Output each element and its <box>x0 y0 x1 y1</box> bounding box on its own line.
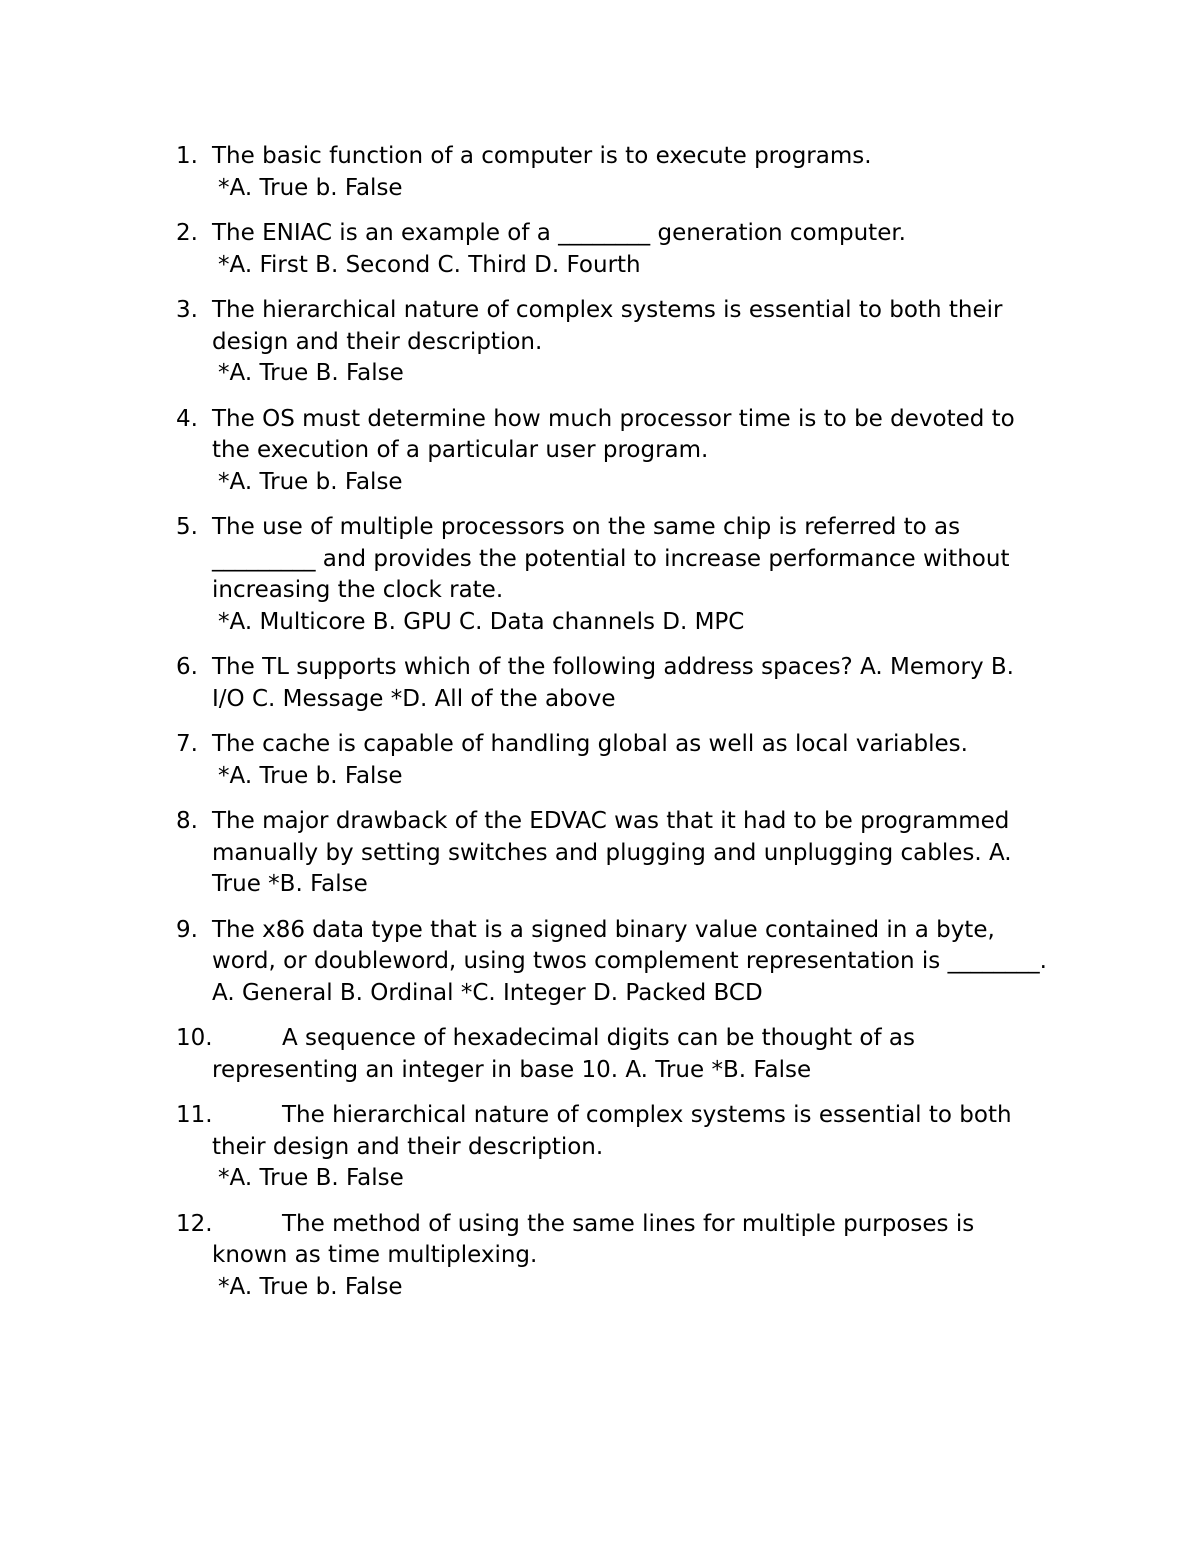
question-item <box>0 295 1200 390</box>
question-number: 1. <box>176 143 198 169</box>
question-text: The TL supports which of the following address spaces? A. Memory B. I/O C. Message *D. All of the above <box>212 654 1014 712</box>
question-text: The cache is capable of handling global as well as local variables. <box>212 731 968 757</box>
question-item <box>0 729 1200 792</box>
question-item <box>0 1100 1200 1195</box>
answer-options: *A. True b. False <box>218 468 403 495</box>
question-item <box>0 1209 1200 1304</box>
question-text: The x86 data type that is a signed binary value contained in a byte, word, or doubleword, using twos complement representation is ________. A. General B. Ordinal *C. Integer D. Packed BCD <box>212 916 1047 1006</box>
answer-options: *A. True B. False <box>218 360 404 386</box>
question-number: 12. <box>176 1210 213 1237</box>
question-item <box>0 915 1200 1010</box>
answer-options: *A. True b. False <box>218 1273 403 1300</box>
question-text: The OS must determine how much processor time is to be devoted to the execution of a particular user program. <box>212 405 1015 463</box>
question-text: The method of using the same lines for multiple purposes is known as time multiplexing. <box>212 1210 975 1268</box>
question-number: 6. <box>176 654 198 680</box>
question-number: 4. <box>176 405 198 432</box>
question-list <box>0 141 1200 1317</box>
question-item <box>0 806 1200 901</box>
question-text: The basic function of a computer is to execute programs. <box>212 143 872 169</box>
question-number: 9. <box>176 916 198 943</box>
question-number: 5. <box>176 514 198 540</box>
question-text: The hierarchical nature of complex systems is essential to both their design and their description. <box>212 1102 1012 1160</box>
question-text: The use of multiple processors on the same chip is referred to as _________ and provides the potential to increase performance without increasing the clock rate. <box>212 514 1010 603</box>
answer-options: *A. True b. False <box>218 174 403 201</box>
question-number: 3. <box>176 297 198 323</box>
question-number: 10. <box>176 1025 213 1051</box>
question-number: 2. <box>176 220 198 246</box>
question-item <box>0 652 1200 715</box>
answer-options: *A. First B. Second C. Third D. Fourth <box>218 251 641 278</box>
question-text: The hierarchical nature of complex systems is essential to both their design and their description. <box>212 297 1003 355</box>
question-item <box>0 1023 1200 1086</box>
question-text: The major drawback of the EDVAC was that it had to be programmed manually by setting switches and plugging and unplugging cables. A. True *B. False <box>212 808 1012 897</box>
question-item <box>0 141 1200 204</box>
question-number: 8. <box>176 808 198 834</box>
question-text: The ENIAC is an example of a ________ generation computer. <box>212 220 906 246</box>
question-item <box>0 404 1200 499</box>
answer-options: *A. True B. False <box>218 1165 404 1191</box>
answer-options: *A. True b. False <box>218 762 403 789</box>
question-item <box>0 512 1200 638</box>
question-item <box>0 218 1200 281</box>
question-number: 7. <box>176 731 198 757</box>
question-text: A sequence of hexadecimal digits can be thought of as representing an integer in base 10. A. True *B. False <box>212 1025 915 1083</box>
question-number: 11. <box>176 1102 213 1128</box>
answer-options: *A. Multicore B. GPU C. Data channels D. MPC <box>218 608 745 635</box>
